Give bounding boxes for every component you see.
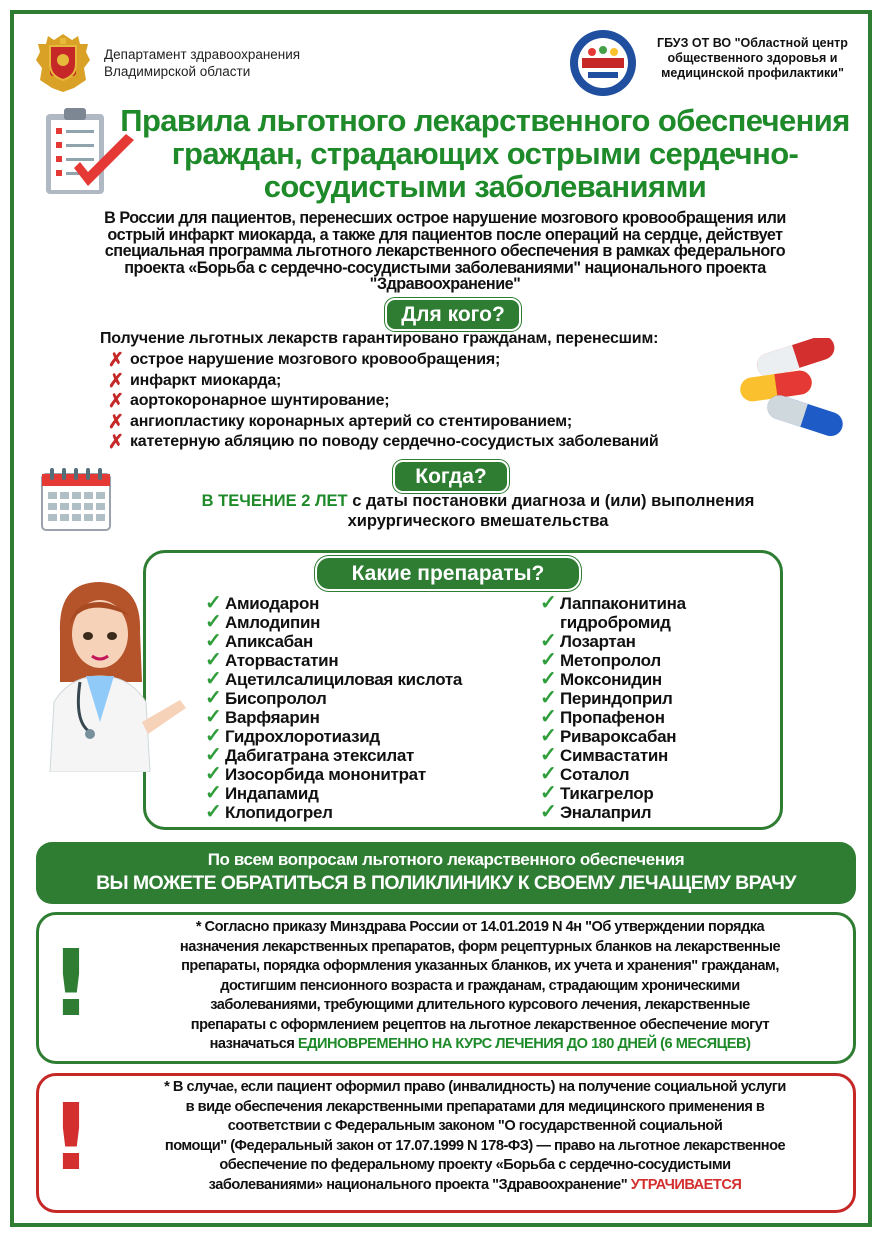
when-line: хирургического вмешательства — [347, 512, 609, 530]
cross-icon: ✗ — [108, 411, 124, 433]
cross-icon: ✗ — [108, 350, 124, 371]
drug-name: Амлодипин — [225, 613, 321, 632]
banner-line: ВЫ МОЖЕТЕ ОБРАТИТЬСЯ В ПОЛИКЛИНИКУ К СВОЕМУ ЛЕЧАЩЕМУ ВРАЧУ — [96, 872, 796, 894]
note-line: обеспечение по федеральному проекту «Борьба с сердечно-сосудистыми — [219, 1157, 731, 1173]
check-icon: ✓ — [205, 763, 222, 785]
list-item — [108, 432, 659, 453]
list-item — [205, 727, 462, 746]
drug-name: Варфяарин — [225, 708, 320, 727]
list-item — [540, 670, 686, 689]
who-lead-text: Получение льготных лекарств гарантировано гражданам, перенесшим: — [100, 330, 659, 347]
list-item-text: острое нарушение мозгового кровообращения; — [130, 351, 501, 368]
when-heading: Когда? — [393, 460, 509, 493]
check-icon: ✓ — [540, 668, 557, 690]
contact-banner — [36, 842, 856, 904]
list-item — [540, 784, 686, 803]
drug-name: Аторвастатин — [225, 651, 339, 670]
when-text — [128, 491, 828, 531]
check-icon: ✓ — [205, 592, 222, 614]
drug-name: Периндоприл — [560, 689, 673, 708]
list-item — [108, 371, 659, 392]
intro-line: острый инфаркт миокарда, а также для пациентов после операций на сердце, действует — [107, 225, 783, 244]
when-line — [128, 491, 828, 511]
note-highlight: ЕДИНОВРЕМЕННО НА КУРС ЛЕЧЕНИЯ ДО 180 ДНЕЙ (6 МЕСЯЦЕВ) — [297, 1036, 751, 1052]
drug-list-left — [205, 594, 462, 822]
cross-icon: ✗ — [108, 432, 124, 453]
coat-of-arms-icon — [30, 30, 96, 96]
list-item — [205, 594, 462, 613]
drug-name: Дабигатрана этексилат — [225, 746, 415, 765]
note-line: в виде обеспечения лекарственными препаратами для медицинского применения в — [185, 1098, 765, 1115]
note-line: соответствии с Федеральным законом "О государственной социальной — [227, 1118, 723, 1134]
drug-name: Эналаприл — [560, 803, 652, 822]
check-icon: ✓ — [205, 706, 222, 728]
note-line: препараты с оформлением рецептов на льготное лекарственное обеспечение могут — [190, 1016, 770, 1033]
department-name — [104, 46, 300, 80]
list-item — [540, 803, 686, 822]
list-item — [108, 391, 659, 412]
drug-name: Бисопролол — [225, 689, 327, 708]
check-icon: ✓ — [540, 630, 557, 652]
check-icon: ✓ — [540, 744, 557, 766]
list-item — [540, 689, 686, 708]
check-icon: ✓ — [540, 649, 557, 671]
check-icon: ✓ — [205, 630, 222, 652]
cross-icon: ✗ — [108, 370, 124, 392]
when-highlight: В ТЕЧЕНИЕ 2 ЛЕТ — [201, 492, 348, 510]
drug-name: Тикагрелор — [560, 784, 654, 803]
list-item — [205, 651, 462, 670]
check-icon: ✓ — [205, 801, 222, 823]
calendar-icon — [40, 466, 112, 532]
list-item — [540, 708, 686, 727]
doctor-illustration-icon — [30, 572, 190, 772]
list-item — [205, 765, 462, 784]
list-item — [205, 708, 462, 727]
drug-name: Пропафенон — [560, 708, 665, 727]
list-item — [540, 765, 686, 784]
note-line: * Согласно приказу Минздрава России от 14.01.2019 N 4н "Об утверждении порядка — [195, 919, 765, 935]
check-icon: ✓ — [540, 725, 557, 747]
check-icon: ✓ — [540, 782, 557, 804]
list-item-text: ангиопластику коронарных артерий со стентированием; — [130, 412, 573, 430]
list-item-text: аортокоронарное шунтирование; — [130, 392, 390, 409]
capsules-icon — [736, 338, 846, 438]
title-line: Правила льготного лекарственного обеспечения — [120, 103, 850, 138]
note-line — [110, 1035, 850, 1055]
check-icon: ✓ — [540, 592, 557, 614]
org-line: общественного здоровья и — [667, 51, 838, 65]
dept-line: Департамент здравоохранения — [104, 47, 301, 62]
note-text-part: назначаться — [209, 1036, 298, 1052]
check-icon: ✓ — [205, 668, 222, 690]
note-line: достигшим пенсионного возраста и гражданам, страдающим хроническими — [220, 977, 740, 994]
list-item — [205, 670, 462, 689]
drug-name: Апиксабан — [225, 632, 313, 651]
list-item — [205, 689, 462, 708]
list-item — [108, 350, 659, 371]
note-line: помощи" (Федеральный закон от 17.07.1999 N 178-ФЗ) — право на льготное лекарственное — [164, 1137, 786, 1154]
check-icon: ✓ — [205, 782, 222, 804]
drug-name: Метопролол — [560, 651, 661, 670]
title-line: сосудистыми заболеваниями — [263, 169, 707, 204]
drugs-heading: Какие препараты? — [315, 556, 581, 591]
drug-name: Изосорбида мононитрат — [225, 765, 426, 784]
note-line: * В случае, если пациент оформил право (инвалидность) на получение социальной услуги — [164, 1079, 786, 1095]
cross-icon: ✗ — [108, 391, 124, 412]
check-icon: ✓ — [540, 801, 557, 823]
check-icon: ✓ — [540, 706, 557, 728]
drug-name: Моксонидин — [560, 670, 662, 689]
list-item — [205, 803, 462, 822]
drug-name: Ривароксабан — [560, 727, 677, 746]
check-icon: ✓ — [205, 649, 222, 671]
drug-name: Клопидогрел — [225, 803, 333, 822]
note-text — [110, 918, 850, 1055]
who-heading: Для кого? — [385, 298, 521, 331]
drug-name: Амиодарон — [225, 594, 320, 613]
drug-name: Ацетилсалициловая кислота — [225, 670, 463, 689]
drug-name: Гидрохлоротиазид — [225, 727, 380, 746]
intro-paragraph — [40, 210, 850, 293]
list-item — [540, 613, 686, 632]
check-icon: ✓ — [205, 725, 222, 747]
check-icon: ✓ — [540, 763, 557, 785]
exclamation-icon: ! — [50, 1084, 92, 1191]
note-text — [100, 1078, 850, 1195]
list-item — [205, 746, 462, 765]
drug-name: Симвастатин — [560, 746, 668, 765]
list-item — [540, 746, 686, 765]
list-item — [540, 594, 686, 613]
org-line: медицинской профилактики" — [661, 66, 844, 80]
when-rest: с даты постановки диагноза и (или) выполнения — [347, 492, 755, 510]
drug-list-right — [540, 594, 686, 822]
org-logo-icon — [568, 28, 638, 98]
organization-name — [640, 36, 865, 81]
note-line: назначения лекарственных препаратов, форм рецептурных бланков на лекарственные — [179, 938, 781, 955]
drug-name: Соталол — [560, 765, 630, 784]
note-line: заболеваниями, требующими длительного курсового лечения, лекарственные — [210, 997, 750, 1013]
drug-name: Лозартан — [560, 632, 636, 651]
check-icon: ✓ — [540, 687, 557, 709]
exclamation-icon: ! — [50, 930, 92, 1037]
note-highlight: УТРАЧИВАЕТСЯ — [630, 1176, 742, 1193]
list-item — [540, 632, 686, 651]
list-item — [108, 412, 659, 433]
note-line: препараты, порядка оформления указанных бланков, их учета и хранения" гражданам, — [181, 958, 779, 974]
dept-line: Владимирской области — [104, 64, 251, 79]
org-line: ГБУЗ ОТ ВО "Областной центр — [657, 36, 848, 50]
list-item — [205, 784, 462, 803]
intro-line: В России для пациентов, перенесших острое нарушение мозгового кровообращения или — [104, 209, 786, 227]
note-text-part: заболеваниями» национального проекта "Здравоохранение" — [208, 1176, 631, 1193]
drug-name: гидробромид — [560, 613, 671, 632]
page-title — [90, 104, 880, 203]
check-icon: ✓ — [205, 744, 222, 766]
check-icon: ✓ — [205, 687, 222, 709]
list-item — [540, 651, 686, 670]
banner-line: По всем вопросам льготного лекарственного обеспечения — [207, 850, 685, 869]
drug-name: Индапамид — [225, 784, 319, 803]
list-item-text: инфаркт миокарда; — [130, 371, 282, 389]
note-line — [100, 1176, 850, 1196]
list-item-text: катетерную абляцию по поводу сердечно-сосудистых заболеваний — [130, 433, 659, 450]
list-item — [205, 632, 462, 651]
list-item — [540, 727, 686, 746]
who-list — [108, 350, 659, 453]
intro-line: "Здравоохранение" — [369, 275, 521, 293]
intro-line: специальная программа льготного лекарственного обеспечения в рамках федерального — [104, 242, 786, 260]
intro-line: проекта «Борьба с сердечно-сосудистыми заболеваниями" национального проекта — [124, 258, 766, 277]
list-item — [205, 613, 462, 632]
check-icon: ✓ — [205, 611, 222, 633]
title-line: граждан, страдающих острыми сердечно- — [171, 136, 799, 171]
drug-name: Лаппаконитина — [560, 594, 686, 613]
